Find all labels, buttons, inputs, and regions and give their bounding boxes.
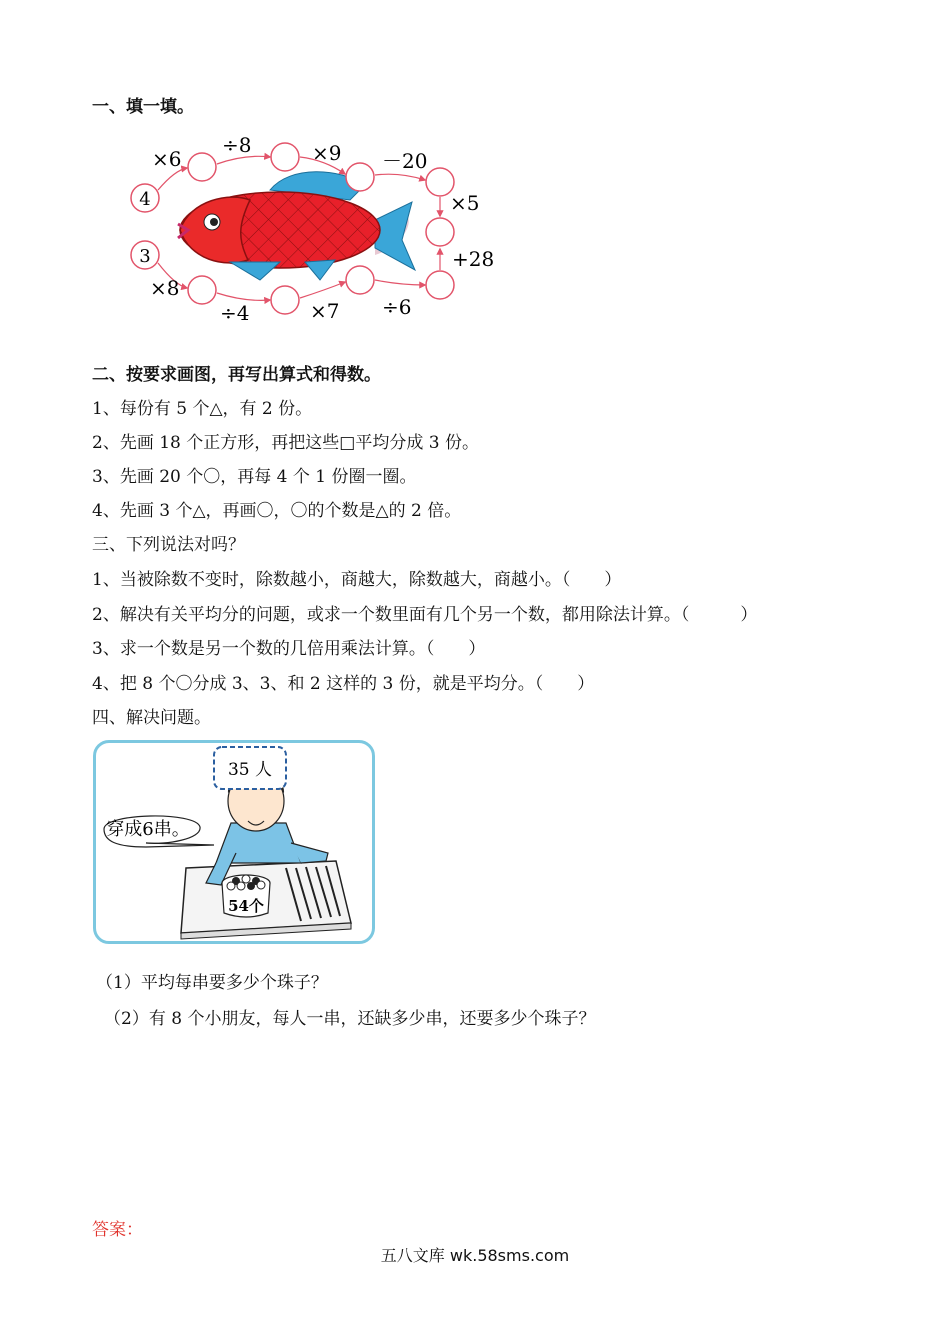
arrow xyxy=(217,156,270,164)
answer-blank-top-2[interactable] xyxy=(271,143,299,171)
arrow xyxy=(217,293,270,300)
section-2-item-1: 1、每份有 5 个△，有 2 份。 xyxy=(92,399,313,419)
arrow xyxy=(158,168,187,190)
op-bottom-3: ×7 xyxy=(310,299,340,323)
fish-operation-diagram xyxy=(120,130,510,330)
op-right-2: +28 xyxy=(452,247,495,271)
start-number-top: 4 xyxy=(139,189,151,210)
op-bottom-4: ÷6 xyxy=(382,295,412,319)
answer-blank-bottom-2[interactable] xyxy=(271,286,299,314)
section-1-title: 一、填一填。 xyxy=(92,97,194,117)
section-3-item-3: 3、求一个数是另一个数的几倍用乘法计算。（ ） xyxy=(92,639,486,659)
footer-watermark: 五八文库 wk.58sms.com xyxy=(380,1246,570,1265)
op-bottom-2: ÷4 xyxy=(220,301,250,325)
section-2-item-2: 2、先画 18 个正方形，再把这些□平均分成 3 份。 xyxy=(92,433,479,453)
op-bottom-1: ×8 xyxy=(150,276,180,300)
section-3-item-1: 1、当被除数不变时，除数越小，商越大，除数越大，商越小。（ ） xyxy=(92,570,622,590)
question-1: （1）平均每串要多少个珠子？ xyxy=(96,973,328,993)
section-2-title: 二、按要求画图，再写出算式和得数。 xyxy=(92,365,381,385)
answer-blank-top-3[interactable] xyxy=(346,163,374,191)
question-2: （2）有 8 个小朋友，每人一串，还缺多少串，还要多少个珠子？ xyxy=(104,1009,596,1029)
op-right-1: ×5 xyxy=(450,191,480,215)
op-top-4: －20 xyxy=(382,149,428,173)
op-top-2: ÷8 xyxy=(222,133,252,157)
answers-label: 答案： xyxy=(92,1220,143,1240)
answer-blank-top-1[interactable] xyxy=(188,153,216,181)
answer-blank-bottom-3[interactable] xyxy=(346,266,374,294)
answer-blank-bottom-1[interactable] xyxy=(188,276,216,304)
bead-count-label: 54个 xyxy=(228,897,264,915)
section-3-item-2: 2、解决有关平均分的问题，或求一个数里面有几个另一个数，都用除法计算。（ ） xyxy=(92,605,758,625)
section-2-item-4: 4、先画 3 个△，再画〇，〇的个数是△的 2 倍。 xyxy=(92,501,462,521)
section-3-title: 三、下列说法对吗？ xyxy=(92,535,245,555)
section-3-item-4: 4、把 8 个〇分成 3、3、和 2 这样的 3 份，就是平均分。（ ） xyxy=(92,674,595,694)
answer-blank-right-1[interactable] xyxy=(426,218,454,246)
people-count-label: 35 人 xyxy=(227,760,273,780)
op-top-1: ×6 xyxy=(152,147,182,171)
section-2-item-3: 3、先画 20 个〇，再每 4 个 1 份圈一圈。 xyxy=(92,467,417,487)
answer-blank-right-2[interactable] xyxy=(426,271,454,299)
arrow xyxy=(300,282,345,298)
op-top-3: ×9 xyxy=(312,141,342,165)
fish-illustration xyxy=(178,172,415,280)
section-4-title: 四、解决问题。 xyxy=(92,708,211,728)
boy-beads-illustration xyxy=(96,743,372,941)
start-number-bottom: 3 xyxy=(139,246,151,267)
beads-picture xyxy=(93,740,375,944)
arrow xyxy=(375,174,425,180)
speech-bubble-text: 穿成6串。 xyxy=(106,819,190,840)
arrow xyxy=(375,280,425,285)
